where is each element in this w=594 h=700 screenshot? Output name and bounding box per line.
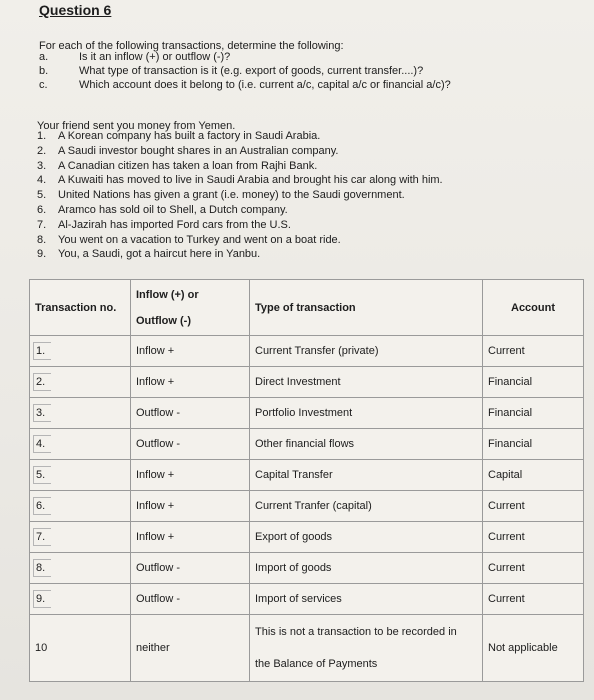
cell-account: Current [483,553,584,584]
header-flow-line2: Outflow (-) [136,314,191,327]
cell-flow: Inflow + [131,491,250,522]
criteria-text: Is it an inflow (+) or outflow (-)? [79,51,231,63]
item-text: A Saudi investor bought shares in an Australian company. [58,144,339,157]
table-header-row [30,280,584,336]
item-text: Aramco has sold oil to Shell, a Dutch company. [58,203,288,216]
cell-type [250,615,483,682]
table-row [30,491,584,522]
cell-account: Capital [483,460,584,491]
cell-type: Current Tranfer (capital) [250,491,483,522]
cell-type: Import of goods [250,553,483,584]
cell-flow: Inflow + [131,460,250,491]
answer-table [29,279,584,682]
criteria-text: What type of transaction is it (e.g. export of goods, current transfer....)? [79,65,424,77]
item-number: 8. [37,233,47,246]
cell-flow: Inflow + [131,367,250,398]
cell-flow: Outflow - [131,429,250,460]
table-row [30,429,584,460]
item-number: 2. [37,144,47,157]
cell-type: Import of services [250,584,483,615]
cell-account: Not applicable [483,615,584,682]
cell-type: Other financial flows [250,429,483,460]
cell-no: 3. [30,398,131,429]
cell-no: 7. [30,522,131,553]
criteria-text: Which account does it belong to (i.e. current a/c, capital a/c or financial a/c)? [79,79,451,91]
item-number: 3. [37,159,47,172]
cell-flow: Inflow + [131,522,250,553]
table-row [30,553,584,584]
cell-account: Current [483,336,584,367]
item-number: 7. [37,218,47,231]
question-title: Question 6 [39,2,112,18]
item-text: You went on a vacation to Turkey and went on a boat ride. [58,233,341,246]
cell-no: 2. [30,367,131,398]
criteria-letter: c. [39,79,48,91]
table-row [30,460,584,491]
cell-type: Export of goods [250,522,483,553]
table-row [30,522,584,553]
cell-flow: Inflow + [131,336,250,367]
item-number: 6. [37,203,47,216]
cell-type-line1: This is not a transaction to be recorded in [255,626,457,638]
cell-flow: neither [131,615,250,682]
table-row [30,398,584,429]
scenario-text: Your friend sent you money from Yemen. [37,120,236,132]
cell-account: Financial [483,398,584,429]
cell-type-line2: the Balance of Payments [255,658,378,670]
table-row [30,584,584,615]
cell-no: 5. [30,460,131,491]
item-number: 1. [37,130,47,142]
cell-flow: Outflow - [131,398,250,429]
header-account: Account [483,280,584,336]
cell-account: Current [483,522,584,553]
item-number: 4. [37,174,47,187]
item-text: A Kuwaiti has moved to live in Saudi Arabia and brought his car along with him. [58,174,443,187]
header-type: Type of transaction [250,280,483,336]
cell-account: Financial [483,367,584,398]
item-text: A Canadian citizen has taken a loan from Rajhi Bank. [58,159,318,172]
table-row [30,336,584,367]
header-flow-line1: Inflow (+) or [136,288,199,301]
cell-no: 4. [30,429,131,460]
table-row [30,615,584,682]
item-text: United Nations has given a grant (i.e. money) to the Saudi government. [58,189,405,202]
item-text: A Korean company has built a factory in Saudi Arabia. [58,130,321,142]
cell-type: Capital Transfer [250,460,483,491]
item-text: You, a Saudi, got a haircut here in Yanbu. [58,248,261,261]
table-row [30,367,584,398]
cell-no: 6. [30,491,131,522]
item-number: 5. [37,189,47,202]
instructions-text: For each of the following transactions, determine the following: [39,40,344,52]
cell-flow: Outflow - [131,553,250,584]
item-number: 9. [37,248,47,261]
cell-type: Portfolio Investment [250,398,483,429]
cell-account: Financial [483,429,584,460]
cell-no: 9. [30,584,131,615]
cell-account: Current [483,491,584,522]
cell-no: 10 [30,615,131,682]
header-transaction-no: Transaction no. [30,280,131,336]
cell-type: Direct Investment [250,367,483,398]
cell-account: Current [483,584,584,615]
header-flow [131,280,250,336]
cell-flow: Outflow - [131,584,250,615]
cell-no: 1. [30,336,131,367]
criteria-letter: a. [39,51,49,63]
cell-type: Current Transfer (private) [250,336,483,367]
cell-no: 8. [30,553,131,584]
criteria-letter: b. [39,65,49,77]
item-text: Al-Jazirah has imported Ford cars from the U.S. [58,218,291,231]
